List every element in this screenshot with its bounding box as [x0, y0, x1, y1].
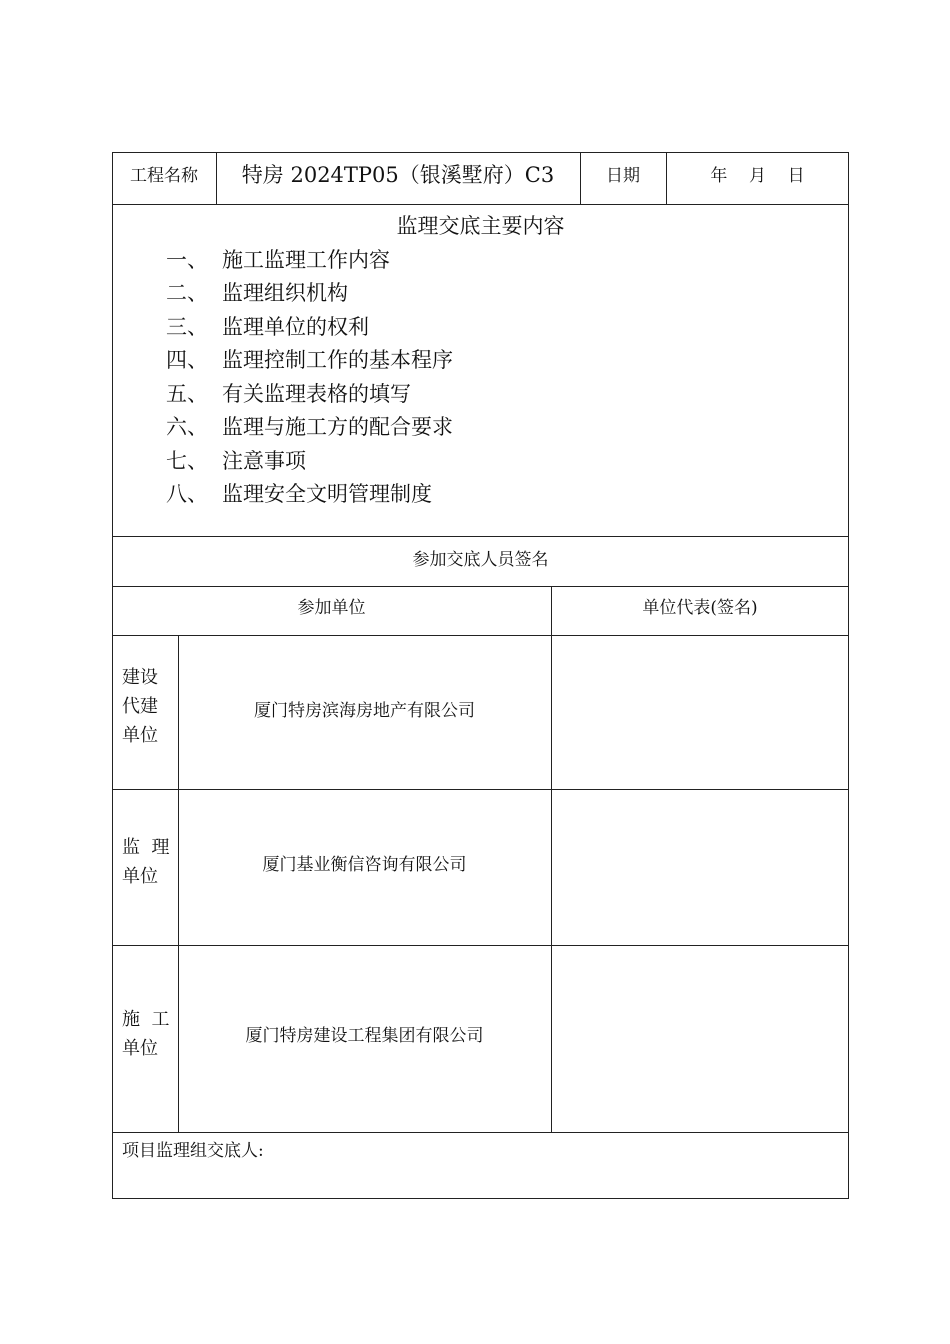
item-number: 三、	[166, 315, 208, 339]
item-number: 一、	[166, 248, 208, 272]
item-text: 监理组织机构	[222, 281, 348, 305]
item-text: 监理安全文明管理制度	[222, 482, 432, 506]
presenter-label: 项目监理组交底人:	[122, 1141, 264, 1161]
column-header-unit: 参加单位	[297, 597, 366, 618]
row-role-label: 建设 代建 单位	[122, 667, 158, 746]
project-name-label: 工程名称	[130, 165, 198, 186]
signature-section-title: 参加交底人员签名	[412, 549, 549, 570]
date-value: 年 月 日	[710, 165, 805, 186]
contents-item	[166, 411, 453, 441]
main-column-divider	[551, 586, 552, 1133]
item-number: 二、	[166, 281, 208, 305]
contents-item	[166, 445, 306, 475]
date-label: 日期	[606, 165, 640, 186]
contents-item	[166, 311, 369, 341]
item-number: 四、	[166, 348, 208, 372]
contents-item	[166, 244, 390, 274]
row-role-label: 监 理 单位	[122, 837, 170, 887]
project-name-value: 特房 2024TP05（银溪墅府）C3	[241, 163, 555, 187]
item-text: 监理与施工方的配合要求	[222, 415, 453, 439]
item-text: 监理单位的权利	[222, 315, 369, 339]
row-company: 厦门特房滨海房地产有限公司	[254, 700, 475, 721]
item-text: 注意事项	[222, 449, 306, 473]
contents-item	[166, 344, 453, 374]
contents-item	[166, 378, 411, 408]
item-number: 七、	[166, 449, 208, 473]
item-number: 八、	[166, 482, 208, 506]
item-text: 施工监理工作内容	[222, 248, 390, 272]
contents-item	[166, 277, 348, 307]
item-text: 监理控制工作的基本程序	[222, 348, 453, 372]
contents-title: 监理交底主要内容	[396, 214, 565, 238]
row-company: 厦门基业衡信咨询有限公司	[262, 854, 467, 875]
column-header-rep: 单位代表(签名)	[642, 597, 758, 618]
item-text: 有关监理表格的填写	[222, 382, 411, 406]
contents-item	[166, 478, 432, 508]
header-row-bottom-border	[112, 204, 849, 205]
item-number: 六、	[166, 415, 208, 439]
item-number: 五、	[166, 382, 208, 406]
row-company: 厦门特房建设工程集团有限公司	[245, 1025, 484, 1046]
row-role-label: 施 工 单位	[122, 1009, 170, 1059]
row-3-bottom-border	[112, 1132, 849, 1133]
